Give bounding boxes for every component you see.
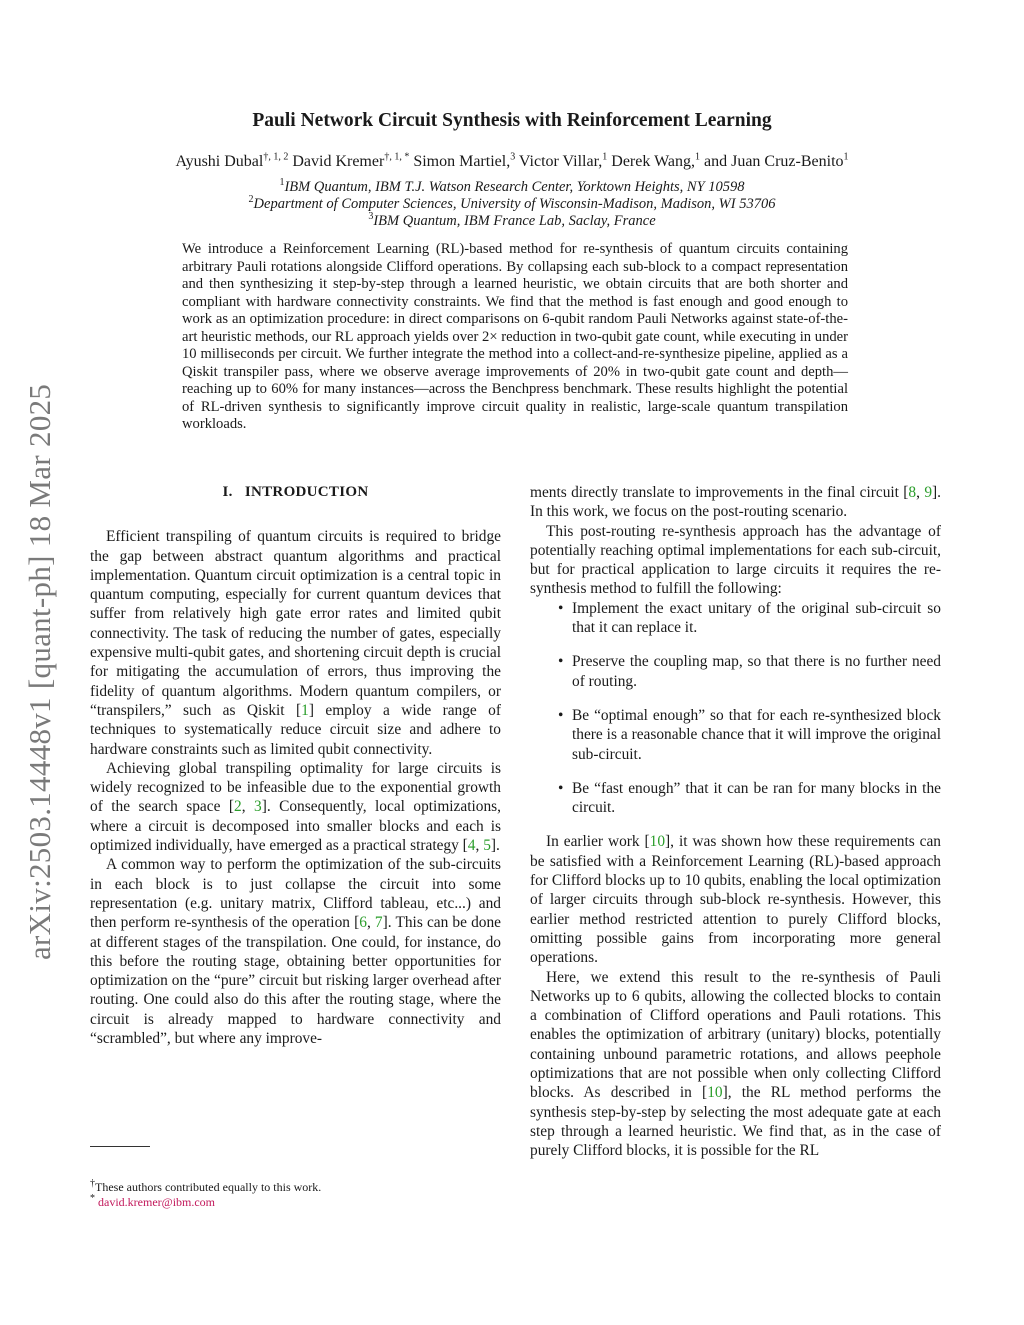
citation-link[interactable]: 7 bbox=[374, 914, 383, 932]
citation-link[interactable]: 10 bbox=[649, 833, 666, 851]
list-item: • Be “fast enough” that it can be ran for many blocks in the circuit. bbox=[572, 779, 941, 818]
paragraph: Efficient transpiling of quantum circuits is required to bridge the gap between abstract quantum algorithms and practical implementation. Quantum circuit optimization is a central topic in quantum computing, especially for current quantum devices that suffer from relatively high gate error rates and limited qubit connectivity. The task of reducing the number of gates, especially expensive multi-qubit gates, and shortening circuit depth is crucial for mitigating the accumulation of errors, thus improving the fidelity of quantum algorithms. Modern quantum compilers, or “transpilers,” such as Qiskit [1] employ a wide range of techniques to systematically reduce circuit size and adhere to hardware constraints such as limited qubit connectivity. bbox=[90, 528, 502, 758]
citation-link[interactable]: 5 bbox=[483, 837, 491, 855]
author: Simon Martiel,$^3$ bbox=[413, 152, 516, 171]
citation-link[interactable]: 3 bbox=[253, 798, 262, 816]
left-column bbox=[90, 483, 501, 1048]
paragraph: A common way to perform the optimization of the sub-circuits in each block is to just collapse the circuit into some representation (e.g. unitary matrix, Clifford tableau, etc...) and then perform re-synthesis of the operation [6, 7]. This can be done at different stages of the transpilation. One could, for instance, do this before the routing stage, obtaining better opportunities for optimization on the “pure” circuit but risking larger overhead after routing. One could also do this after the routing stage, where the circuit is already mapped to hardware connectivity and “scrambled”, but where any improve- bbox=[90, 856, 501, 1048]
email-link[interactable]: david.kremer@ibm.com bbox=[98, 1195, 216, 1209]
footnote-email: * david.kremer@ibm.com bbox=[90, 1193, 216, 1209]
citation-link[interactable]: 4 bbox=[467, 837, 476, 855]
paper-title: Pauli Network Circuit Synthesis with Reinforcement Learning bbox=[252, 110, 772, 131]
citation-link[interactable]: 6 bbox=[359, 914, 367, 932]
right-column bbox=[530, 483, 941, 1161]
affiliation: $^2$Department of Computer Sciences, University of Wisconsin-Madison, Madison, WI 53706 bbox=[248, 194, 776, 212]
requirements-list bbox=[530, 599, 941, 818]
list-item: • Preserve the coupling map, so that there is no further need of routing. bbox=[572, 652, 941, 691]
author: and Juan Cruz-Benito$^1$ bbox=[703, 152, 849, 171]
citation-link[interactable]: 2 bbox=[233, 798, 242, 816]
citation-link[interactable]: 8 bbox=[908, 484, 917, 501]
paragraph: Here, we extend this result to the re-synthesis of Pauli Networks up to 6 qubits, allowing the collected blocks to contain a combination of Clifford operations and Pauli rotations. This enables the optimization of arbitrary (unitary) blocks, potentially containing unbound parametric rotations, and allows peephole optimizations that are not possible when only collecting Clifford blocks. As described in [10], the RL method performs the synthesis step-by-step by selecting the most adequate gate at each step through a learned heuristic. We find that, as in the case of purely Clifford blocks, it is possible for the RL bbox=[530, 968, 941, 1160]
citation-link[interactable]: 1 bbox=[301, 701, 309, 719]
section-heading: I. INTRODUCTION bbox=[222, 484, 369, 500]
author: Derek Wang,$^1$ bbox=[611, 152, 700, 171]
abstract: We introduce a Reinforcement Learning (RL)-based method for re-synthesis of quantum circuits containing arbitrary Pauli rotations alongside Clifford operations. By collapsing each sub-block to a compact representation and then synthesizing it step-by-step through a learned heuristic, we obtain circuits that are both shorter and compliant with hardware connectivity constraints. We find that the method is fast enough and good enough to work as an optimization procedure: in direct comparisons on 6-qubit random Pauli Networks against state-of-the-art heuristic methods, our RL approach yields over 2× reduction in two-qubit gate count, while executing in under 10 milliseconds per circuit. We further integrate the method into a collect-and-re-synthesize pipeline, applied as a Qiskit transpiler pass, where we observe average improvements of 20% in two-qubit gate count and depth—reaching up to 60% for many instances—across the Benchpress benchmark. These results highlight the potential of RL-driven synthesis to significantly improve circuit quality in realistic, large-scale quantum transpilation workloads. bbox=[182, 241, 848, 432]
citation-link[interactable]: 10 bbox=[707, 1084, 723, 1102]
list-item: • Implement the exact unitary of the original sub-circuit so that it can replace it. bbox=[572, 599, 941, 638]
paragraph: This post-routing re-synthesis approach has the advantage of potentially reaching optimal implementations for each sub-circuit, but for practical application to large circuits it requires the re-synthesis method to fulfill the following: bbox=[530, 522, 941, 598]
footnote-equal-contribution: †These authors contributed equally to this work. bbox=[90, 1178, 322, 1194]
arxiv-stamp: arXiv:2503.14448v1 [quant-ph] 18 Mar 2025 bbox=[22, 383, 57, 960]
affiliation: $^3$IBM Quantum, IBM France Lab, Saclay, France bbox=[368, 211, 656, 229]
paragraph: Achieving global transpiling optimality for large circuits is widely recognized to be infeasible due to the exponential growth of the search space [2, 3]. Consequently, local optimizations, where a circuit is decomposed into smaller blocks and each is optimized individually, have emerged as a practical strategy [4, 5]. bbox=[90, 759, 502, 855]
affiliation: $^1$IBM Quantum, IBM T.J. Watson Research Center, Yorktown Heights, NY 10598 bbox=[279, 177, 745, 195]
author: David Kremer$^{\dagger, 1, *}$ bbox=[292, 152, 410, 171]
author: Ayushi Dubal$^{\dagger, 1, 2}$ bbox=[175, 152, 289, 171]
paragraph: In earlier work [10], it was shown how these requirements can be satisfied with a Reinforcement Learning (RL)-based approach for Clifford blocks up to 10 qubits, enabling the local optimization of larger circuits through sub-block re-synthesis. However, this earlier method restricted attention to purely Clifford blocks, omitting possible gains from incorporating more general operations. bbox=[530, 833, 941, 967]
footnote-rule bbox=[90, 1146, 150, 1147]
paragraph: ments directly translate to improvements in the final circuit [8, 9]. In this work, we focus on the post-routing scenario. bbox=[530, 484, 942, 521]
list-item: • Be “optimal enough” so that for each re-synthesized block there is a reasonable chance that it will improve the original sub-circuit. bbox=[572, 706, 941, 764]
author-list bbox=[0, 152, 1024, 171]
author: Victor Villar,$^1$ bbox=[518, 152, 608, 171]
citation-link[interactable]: 9 bbox=[924, 484, 933, 501]
